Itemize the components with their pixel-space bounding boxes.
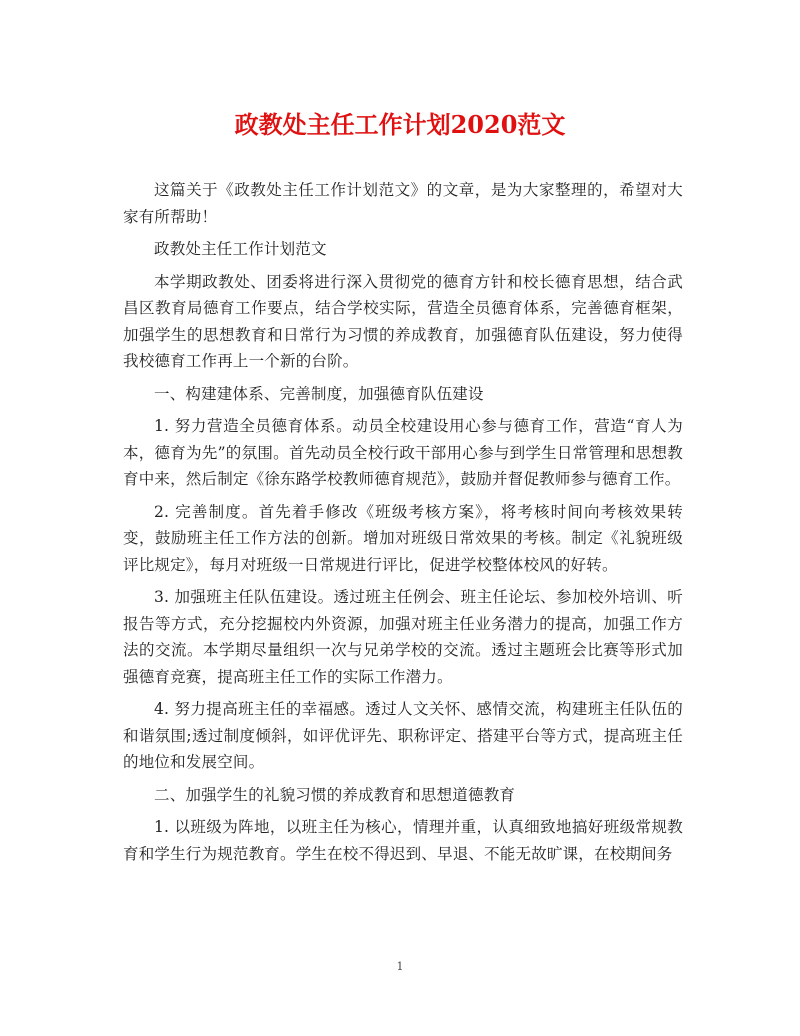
subtitle-paragraph: 政教处主任工作计划范文 bbox=[154, 240, 327, 258]
item-paragraph-2-1: 1. 以班级为阵地，以班主任为核心，情理并重，认真细致地搞好班级常规教育和学生行为规范教育。学生在校不得迟到、早退、不能无故旷课，在校期间务 bbox=[123, 818, 683, 863]
page-number: 1 bbox=[396, 960, 404, 973]
item-paragraph-1-3: 3. 加强班主任队伍建设。透过班主任例会、班主任论坛、参加校外培训、听报告等方式，充分挖掘校内外资源，加强对班主任业务潜力的提高，加强工作方法的交流。本学期尽量组织一次与兄弟学校的交流。透过主题班会比赛等形式加强德育竞赛，提高班主任工作的实际工作潜力。 bbox=[123, 588, 683, 686]
intro-paragraph: 这篇关于《政教处主任工作计划范文》的文章，是为大家整理的，希望对大家有所帮助！ bbox=[123, 181, 683, 226]
document-body bbox=[123, 177, 683, 873]
document-title: 政教处主任工作计划2020范文 bbox=[234, 110, 566, 139]
section-heading-2: 二、加强学生的礼貌习惯的养成教育和思想道德教育 bbox=[154, 785, 516, 804]
item-paragraph-1-2: 2. 完善制度。首先着手修改《班级考核方案》，将考核时间向考核效果转变，鼓励班主任工作方法的创新。增加对班级日常效果的考核。制定《礼貌班级评比规定》，每月对班级一日常规进行评比，促进学校整体校风的好转。 bbox=[123, 502, 683, 574]
overview-paragraph: 本学期政教处、团委将进行深入贯彻党的德育方针和校长德育思想，结合武昌区教育局德育工作要点，结合学校实际，营造全员德育体系，完善德育框架，加强学生的思想教育和日常行为习惯的养成教育，加强德育队伍建设，努力使得我校德育工作再上一个新的台阶。 bbox=[123, 272, 683, 370]
item-paragraph-1-4: 4. 努力提高班主任的幸福感。透过人文关怀、感情交流，构建班主任队伍的和谐氛围;透过制度倾斜，如评优评先、职称评定、搭建平台等方式，提高班主任的地位和发展空间。 bbox=[123, 700, 683, 771]
item-paragraph-1-1: 1. 努力营造全员德育体系。动员全校建设用心参与德育工作，营造“育人为本，德育为先”的氛围。首先动员全校行政干部用心参与到学生日常管理和思想教育中来，然后制定《徐东路学校教师德育规范》，鼓励并督促教师参与德育工作。 bbox=[123, 417, 683, 488]
section-heading-1: 一、构建建体系、完善制度，加强德育队伍建设 bbox=[154, 384, 484, 403]
